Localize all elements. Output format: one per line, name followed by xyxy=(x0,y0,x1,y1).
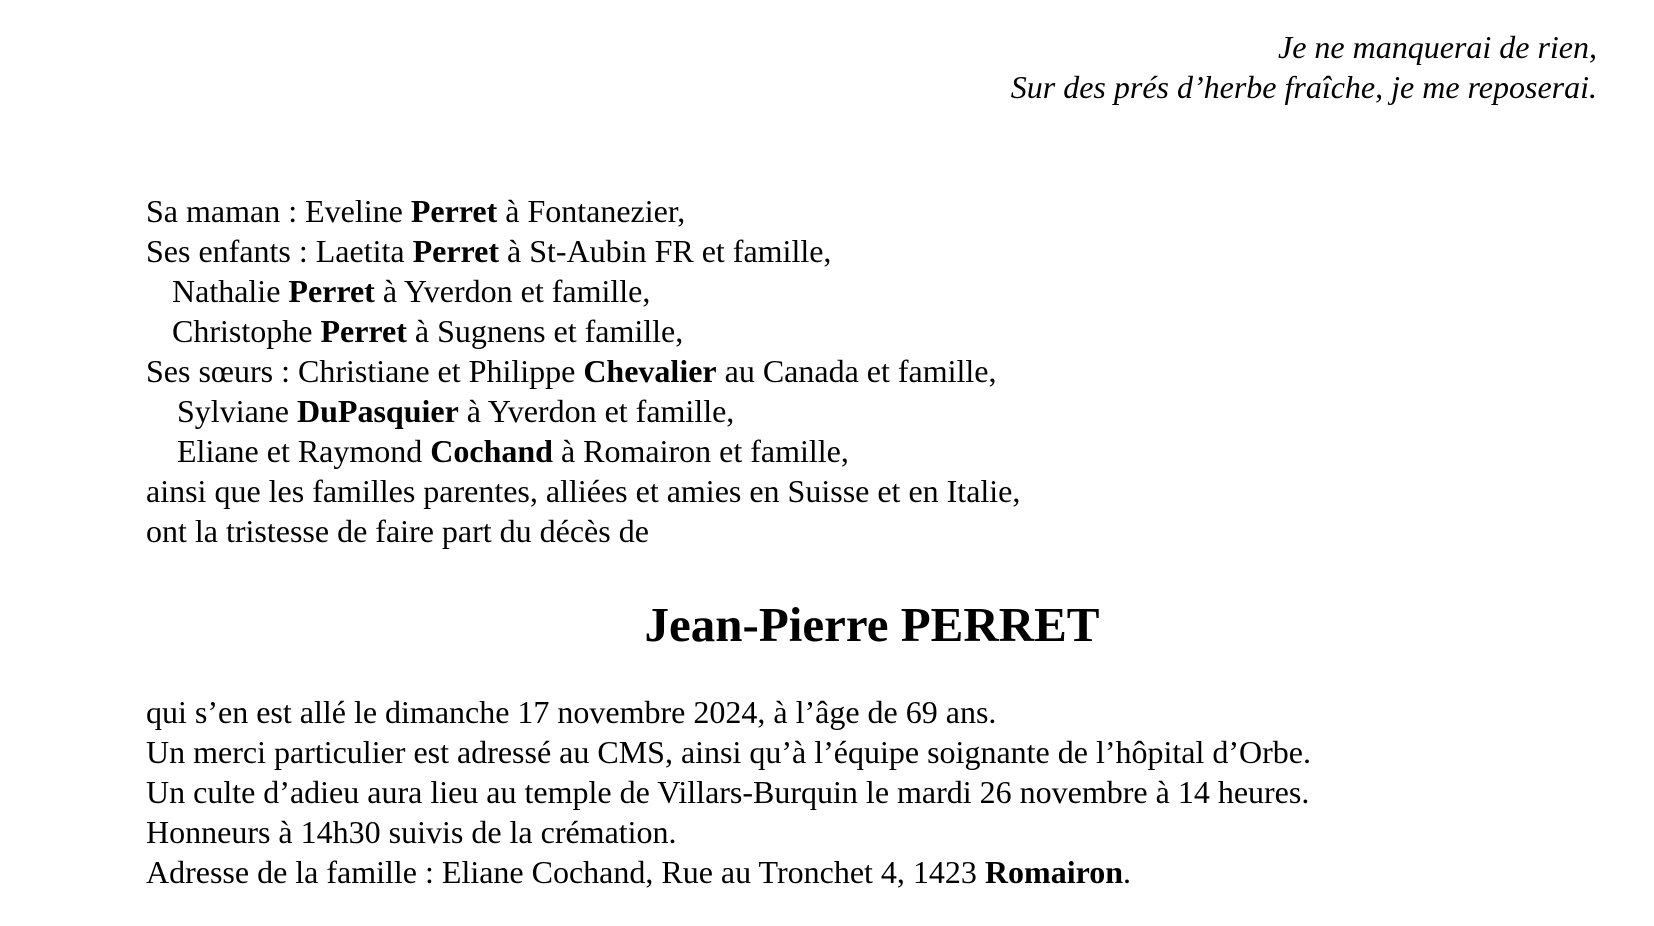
family-line-text: Sa maman : Eveline xyxy=(146,193,411,229)
family-surname: DuPasquier xyxy=(296,393,459,429)
details-line-text: . xyxy=(1123,854,1131,890)
family-line xyxy=(146,511,1020,551)
family-surname: Perret xyxy=(320,313,407,349)
family-line-text: Ses enfants : Laetita xyxy=(146,233,413,269)
details-line-text: qui s’en est allé le dimanche 17 novembre 2024, à l’âge de 69 ans. xyxy=(146,694,997,730)
family-line-text: Christophe xyxy=(172,313,321,349)
family-line-text: Ses sœurs : Christiane et Philippe xyxy=(146,353,584,389)
family-line xyxy=(146,271,1020,311)
family-line-text: Nathalie xyxy=(172,273,289,309)
family-line xyxy=(146,431,1020,471)
family-line-text: Sylviane xyxy=(177,393,297,429)
family-line-text: au Canada et famille, xyxy=(716,353,997,389)
details-line xyxy=(146,772,1311,812)
details-line-text: Honneurs à 14h30 suivis de la crémation. xyxy=(146,814,677,850)
epigraph xyxy=(1011,27,1597,107)
family-line xyxy=(146,351,1020,391)
family-surname: Perret xyxy=(410,193,498,229)
details-line-text: Un culte d’adieu aura lieu au temple de Villars-Burquin le mardi 26 novembre à 14 heures. xyxy=(146,774,1310,810)
family-line xyxy=(146,191,1020,231)
family-surname: Perret xyxy=(412,233,500,269)
family-line-text: à Yverdon et famille, xyxy=(374,273,651,309)
family-line xyxy=(146,231,1020,271)
family-line-text: Eliane et Raymond xyxy=(177,433,431,469)
family-line-text: ont la tristesse de faire part du décès de xyxy=(146,513,649,549)
details-line xyxy=(146,732,1311,772)
family-line-text: à Sugnens et famille, xyxy=(406,313,684,349)
details-bold-text: Romairon xyxy=(984,854,1123,890)
family-line-text: à Yverdon et famille, xyxy=(458,393,735,429)
details-line xyxy=(146,812,1311,852)
details-line-text: Un merci particulier est adressé au CMS, ainsi qu’à l’équipe soignante de l’hôpital d’Orbe. xyxy=(146,734,1311,770)
family-list xyxy=(146,191,1020,551)
family-line xyxy=(146,471,1020,511)
deceased-name: Jean-Pierre PERRET xyxy=(644,597,1100,652)
family-surname: Perret xyxy=(288,273,375,309)
family-surname: Cochand xyxy=(430,433,553,469)
epigraph-line-1: Je ne manquerai de rien, xyxy=(1277,29,1597,65)
epigraph-line-2: Sur des prés d’herbe fraîche, je me reposerai. xyxy=(1010,69,1597,105)
family-line-text: à St-Aubin FR et famille, xyxy=(499,233,832,269)
family-line-text: à Romairon et famille, xyxy=(552,433,849,469)
details-line-text: Adresse de la famille : Eliane Cochand, Rue au Tronchet 4, 1423 xyxy=(146,854,985,890)
family-line xyxy=(146,391,1020,431)
details-line xyxy=(146,852,1311,892)
family-surname: Chevalier xyxy=(583,353,717,389)
details-line xyxy=(146,692,1311,732)
family-line-text: ainsi que les familles parentes, alliées et amies en Suisse et en Italie, xyxy=(146,473,1021,509)
family-line xyxy=(146,311,1020,351)
family-line-text: à Fontanezier, xyxy=(497,193,686,229)
details-block xyxy=(146,692,1311,892)
